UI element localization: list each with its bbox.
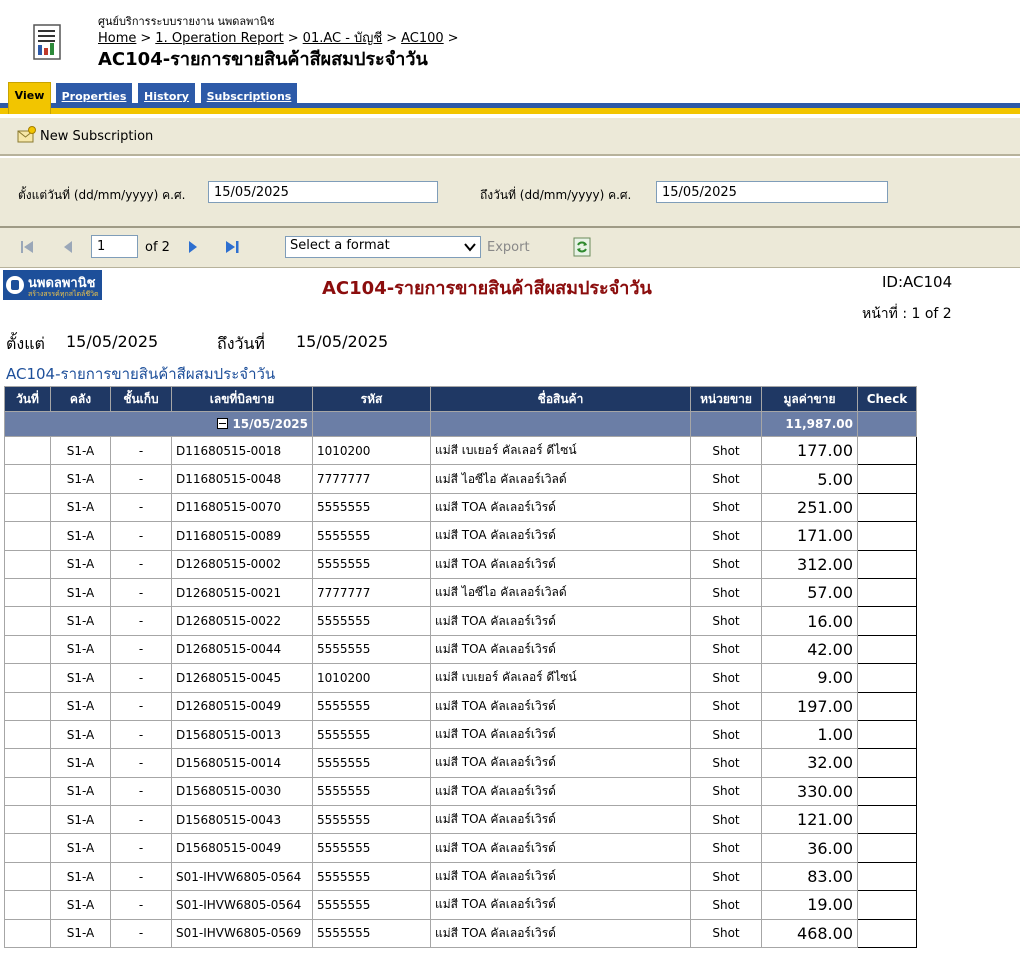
report-body: [0, 268, 1020, 954]
check-cell: [858, 720, 917, 748]
warehouse-cell: S1-A: [51, 834, 111, 862]
amount-cell: 197.00: [762, 692, 858, 720]
code-cell: 5555555: [313, 550, 431, 578]
shelf-cell: -: [111, 437, 172, 465]
unit-cell: Shot: [691, 862, 762, 890]
last-page-icon[interactable]: [225, 240, 240, 254]
unit-cell: Shot: [691, 522, 762, 550]
report-subtitle: AC104-รายการขายสินค้าสีผสมประจำวัน: [6, 365, 276, 383]
page-title: AC104-รายการขายสินค้าสีผสมประจำวัน: [98, 49, 428, 70]
bill-number-cell: D15680515-0013: [172, 720, 313, 748]
amount-cell: 36.00: [762, 834, 858, 862]
date-cell: [5, 834, 51, 862]
to-date-input[interactable]: [656, 181, 888, 203]
bill-number-cell: D15680515-0014: [172, 749, 313, 777]
code-cell: 7777777: [313, 465, 431, 493]
warehouse-cell: S1-A: [51, 862, 111, 890]
to-date-value: 15/05/2025: [296, 332, 389, 351]
product-name-cell: แม่สี TOA คัลเลอร์เวิรด์: [431, 891, 691, 919]
parameters-panel: [0, 158, 1020, 228]
warehouse-cell: S1-A: [51, 692, 111, 720]
site-name: ศูนย์บริการระบบรายงาน นพดลพานิช: [98, 15, 275, 28]
warehouse-cell: S1-A: [51, 919, 111, 947]
warehouse-cell: S1-A: [51, 806, 111, 834]
shelf-cell: -: [111, 919, 172, 947]
code-cell: 5555555: [313, 749, 431, 777]
check-cell: [858, 635, 917, 663]
amount-cell: 177.00: [762, 437, 858, 465]
from-date-label: ตั้งแต่วันที่ (dd/mm/yyyy) ค.ศ.: [18, 188, 186, 202]
shelf-cell: -: [111, 720, 172, 748]
warehouse-cell: S1-A: [51, 465, 111, 493]
warehouse-cell: S1-A: [51, 550, 111, 578]
shelf-cell: -: [111, 522, 172, 550]
group-cell: [313, 412, 431, 437]
from-date-caption: ตั้งแต่: [6, 334, 45, 353]
page-header: [0, 0, 1020, 82]
report-id: ID:AC104: [882, 273, 953, 291]
date-cell: [5, 919, 51, 947]
table-row: [5, 834, 917, 862]
date-cell: [5, 862, 51, 890]
check-cell: [858, 749, 917, 777]
warehouse-cell: S1-A: [51, 607, 111, 635]
unit-cell: Shot: [691, 635, 762, 663]
report-viewer-toolbar: [0, 228, 1020, 268]
bill-number-cell: D12680515-0045: [172, 664, 313, 692]
warehouse-cell: S1-A: [51, 437, 111, 465]
breadcrumb-separator: >: [447, 31, 459, 46]
check-cell: [858, 607, 917, 635]
group-cell: [691, 412, 762, 437]
product-name-cell: แม่สี TOA คัลเลอร์เวิรด์: [431, 550, 691, 578]
warehouse-cell: S1-A: [51, 749, 111, 777]
product-name-cell: แม่สี TOA คัลเลอร์เวิรด์: [431, 635, 691, 663]
code-cell: 5555555: [313, 862, 431, 890]
report-toolbar: [0, 118, 1020, 156]
unit-cell: Shot: [691, 919, 762, 947]
group-row: [5, 412, 917, 437]
product-name-cell: แม่สี เบเยอร์ คัลเลอร์ ดีไซน์: [431, 664, 691, 692]
amount-cell: 19.00: [762, 891, 858, 919]
product-name-cell: แม่สี ไอซีไอ คัลเลอร์เวิลด์: [431, 465, 691, 493]
tab-bar: [0, 82, 1020, 118]
to-date-label: ถึงวันที่ (dd/mm/yyyy) ค.ศ.: [480, 188, 632, 202]
unit-cell: Shot: [691, 465, 762, 493]
unit-cell: Shot: [691, 493, 762, 521]
tab-view[interactable]: View: [8, 82, 51, 114]
product-name-cell: แม่สี TOA คัลเลอร์เวิรด์: [431, 777, 691, 805]
group-date: 15/05/2025: [232, 417, 308, 431]
table-row: [5, 493, 917, 521]
logo-text: นพดลพานิช: [28, 276, 96, 291]
code-cell: 5555555: [313, 607, 431, 635]
table-row: [5, 891, 917, 919]
bill-number-cell: D12680515-0022: [172, 607, 313, 635]
shelf-cell: -: [111, 550, 172, 578]
bill-number-cell: D11680515-0089: [172, 522, 313, 550]
unit-cell: Shot: [691, 578, 762, 606]
bill-number-cell: S01-IHVW6805-0569: [172, 919, 313, 947]
from-date-input[interactable]: [208, 181, 438, 203]
breadcrumb-ac100[interactable]: AC100: [401, 31, 444, 46]
first-page-icon[interactable]: [20, 240, 35, 254]
product-name-cell: แม่สี TOA คัลเลอร์เวิรด์: [431, 919, 691, 947]
date-cell: [5, 749, 51, 777]
chevron-down-icon: [463, 240, 477, 254]
check-cell: [858, 664, 917, 692]
export-button[interactable]: Export: [487, 240, 530, 255]
table-row: [5, 664, 917, 692]
date-cell: [5, 607, 51, 635]
bill-number-cell: D12680515-0049: [172, 692, 313, 720]
table-row: [5, 777, 917, 805]
shelf-cell: -: [111, 862, 172, 890]
column-header: หน่วยขาย: [691, 387, 762, 412]
table-row: [5, 692, 917, 720]
column-header: Check: [858, 387, 917, 412]
unit-cell: Shot: [691, 550, 762, 578]
product-name-cell: แม่สี TOA คัลเลอร์เวิรด์: [431, 720, 691, 748]
logo-tagline: สร้างสรรค์ทุกสไตล์ชีวิต: [28, 290, 99, 298]
warehouse-cell: S1-A: [51, 635, 111, 663]
unit-cell: Shot: [691, 664, 762, 692]
amount-cell: 121.00: [762, 806, 858, 834]
table-row: [5, 862, 917, 890]
date-cell: [5, 635, 51, 663]
warehouse-cell: S1-A: [51, 720, 111, 748]
warehouse-cell: S1-A: [51, 578, 111, 606]
code-cell: 5555555: [313, 806, 431, 834]
shelf-cell: -: [111, 493, 172, 521]
from-date-value: 15/05/2025: [66, 332, 159, 351]
bill-number-cell: D15680515-0043: [172, 806, 313, 834]
unit-cell: Shot: [691, 437, 762, 465]
table-header-row: [5, 387, 917, 412]
bill-number-cell: D11680515-0018: [172, 437, 313, 465]
amount-cell: 312.00: [762, 550, 858, 578]
date-cell: [5, 891, 51, 919]
product-name-cell: แม่สี TOA คัลเลอร์เวิรด์: [431, 692, 691, 720]
check-cell: [858, 806, 917, 834]
code-cell: 5555555: [313, 493, 431, 521]
date-cell: [5, 777, 51, 805]
table-row: [5, 607, 917, 635]
check-cell: [858, 522, 917, 550]
code-cell: 5555555: [313, 692, 431, 720]
tab-bar-line-accent: [0, 108, 1020, 114]
column-header: เลขที่บิลขาย: [172, 387, 313, 412]
unit-cell: Shot: [691, 834, 762, 862]
product-name-cell: แม่สี TOA คัลเลอร์เวิรด์: [431, 493, 691, 521]
warehouse-cell: S1-A: [51, 777, 111, 805]
export-format-value: Select a format: [290, 238, 390, 253]
unit-cell: Shot: [691, 777, 762, 805]
table-row: [5, 635, 917, 663]
table-row: [5, 550, 917, 578]
report-page-number: หน้าที่ : 1 of 2: [862, 306, 952, 322]
table-row: [5, 465, 917, 493]
code-cell: 5555555: [313, 891, 431, 919]
product-name-cell: แม่สี TOA คัลเลอร์เวิรด์: [431, 834, 691, 862]
column-header: ชื่อสินค้า: [431, 387, 691, 412]
warehouse-cell: S1-A: [51, 522, 111, 550]
unit-cell: Shot: [691, 692, 762, 720]
table-row: [5, 749, 917, 777]
logo-emblem-icon: [6, 276, 24, 294]
report-icon: [33, 24, 63, 62]
new-subscription-button[interactable]: [17, 126, 153, 144]
amount-cell: 16.00: [762, 607, 858, 635]
shelf-cell: -: [111, 635, 172, 663]
shelf-cell: -: [111, 692, 172, 720]
bill-number-cell: D15680515-0030: [172, 777, 313, 805]
amount-cell: 171.00: [762, 522, 858, 550]
previous-page-icon[interactable]: [63, 240, 73, 254]
refresh-icon[interactable]: [573, 237, 591, 257]
bill-number-cell: D11680515-0048: [172, 465, 313, 493]
product-name-cell: แม่สี TOA คัลเลอร์เวิรด์: [431, 522, 691, 550]
date-cell: [5, 720, 51, 748]
amount-cell: 330.00: [762, 777, 858, 805]
page-number-input[interactable]: [91, 235, 138, 258]
amount-cell: 42.00: [762, 635, 858, 663]
code-cell: 5555555: [313, 777, 431, 805]
amount-cell: 251.00: [762, 493, 858, 521]
product-name-cell: แม่สี เบเยอร์ คัลเลอร์ ดีไซน์: [431, 437, 691, 465]
check-cell: [858, 493, 917, 521]
breadcrumb-separator: >: [386, 31, 398, 46]
shelf-cell: -: [111, 664, 172, 692]
check-cell: [858, 862, 917, 890]
product-name-cell: แม่สี TOA คัลเลอร์เวิรด์: [431, 607, 691, 635]
tab-properties[interactable]: Properties: [56, 83, 132, 108]
breadcrumb-separator: >: [140, 31, 152, 46]
check-cell: [858, 578, 917, 606]
column-header: คลัง: [51, 387, 111, 412]
check-cell: [858, 777, 917, 805]
shelf-cell: -: [111, 777, 172, 805]
date-cell: [5, 664, 51, 692]
unit-cell: Shot: [691, 806, 762, 834]
shelf-cell: -: [111, 607, 172, 635]
code-cell: 5555555: [313, 635, 431, 663]
table-row: [5, 522, 917, 550]
column-header: รหัส: [313, 387, 431, 412]
warehouse-cell: S1-A: [51, 891, 111, 919]
date-cell: [5, 806, 51, 834]
next-page-icon[interactable]: [188, 240, 198, 254]
check-cell: [858, 437, 917, 465]
group-total: 11,987.00: [762, 412, 858, 437]
collapse-icon[interactable]: [217, 418, 228, 429]
shelf-cell: -: [111, 891, 172, 919]
check-cell: [858, 891, 917, 919]
bill-number-cell: D12680515-0002: [172, 550, 313, 578]
amount-cell: 5.00: [762, 465, 858, 493]
date-cell: [5, 522, 51, 550]
group-cell: [858, 412, 917, 437]
tab-subscriptions[interactable]: Subscriptions: [201, 83, 297, 108]
to-date-caption: ถึงวันที่: [217, 334, 265, 353]
new-subscription-label: New Subscription: [40, 129, 154, 144]
table-row: [5, 437, 917, 465]
code-cell: 5555555: [313, 720, 431, 748]
amount-cell: 9.00: [762, 664, 858, 692]
shelf-cell: -: [111, 834, 172, 862]
shelf-cell: -: [111, 465, 172, 493]
date-cell: [5, 692, 51, 720]
page-count: of 2: [145, 240, 170, 255]
sales-table: [4, 386, 917, 948]
code-cell: 5555555: [313, 522, 431, 550]
group-date-cell: [5, 412, 313, 437]
code-cell: 7777777: [313, 578, 431, 606]
breadcrumb-operation-report[interactable]: 1. Operation Report: [155, 31, 284, 46]
product-name-cell: แม่สี TOA คัลเลอร์เวิรด์: [431, 749, 691, 777]
code-cell: 5555555: [313, 919, 431, 947]
breadcrumb-separator: >: [287, 31, 299, 46]
product-name-cell: แม่สี ไอซีไอ คัลเลอร์เวิลด์: [431, 578, 691, 606]
bill-number-cell: S01-IHVW6805-0564: [172, 891, 313, 919]
table-row: [5, 578, 917, 606]
date-cell: [5, 437, 51, 465]
bill-number-cell: D12680515-0021: [172, 578, 313, 606]
amount-cell: 468.00: [762, 919, 858, 947]
amount-cell: 83.00: [762, 862, 858, 890]
warehouse-cell: S1-A: [51, 493, 111, 521]
product-name-cell: แม่สี TOA คัลเลอร์เวิรด์: [431, 862, 691, 890]
new-subscription-icon: [17, 126, 37, 143]
shelf-cell: -: [111, 806, 172, 834]
check-cell: [858, 550, 917, 578]
bill-number-cell: D12680515-0044: [172, 635, 313, 663]
breadcrumb-ac-account[interactable]: 01.AC - บัญชี: [302, 31, 383, 46]
company-logo: [3, 270, 102, 300]
column-header: ชั้นเก็บ: [111, 387, 172, 412]
breadcrumb-home[interactable]: Home: [98, 31, 137, 46]
unit-cell: Shot: [691, 891, 762, 919]
code-cell: 1010200: [313, 437, 431, 465]
check-cell: [858, 692, 917, 720]
tab-history[interactable]: History: [138, 83, 195, 108]
table-row: [5, 806, 917, 834]
bill-number-cell: D15680515-0049: [172, 834, 313, 862]
unit-cell: Shot: [691, 720, 762, 748]
column-header: วันที่: [5, 387, 51, 412]
check-cell: [858, 834, 917, 862]
date-cell: [5, 465, 51, 493]
code-cell: 1010200: [313, 664, 431, 692]
date-cell: [5, 578, 51, 606]
table-row: [5, 720, 917, 748]
bill-number-cell: S01-IHVW6805-0564: [172, 862, 313, 890]
shelf-cell: -: [111, 749, 172, 777]
warehouse-cell: S1-A: [51, 664, 111, 692]
amount-cell: 57.00: [762, 578, 858, 606]
unit-cell: Shot: [691, 749, 762, 777]
date-cell: [5, 550, 51, 578]
product-name-cell: แม่สี TOA คัลเลอร์เวิรด์: [431, 806, 691, 834]
unit-cell: Shot: [691, 607, 762, 635]
column-header: มูลค่าขาย: [762, 387, 858, 412]
check-cell: [858, 919, 917, 947]
export-format-select[interactable]: [285, 236, 481, 258]
date-cell: [5, 493, 51, 521]
bill-number-cell: D11680515-0070: [172, 493, 313, 521]
check-cell: [858, 465, 917, 493]
shelf-cell: -: [111, 578, 172, 606]
group-cell: [431, 412, 691, 437]
table-row: [5, 919, 917, 947]
amount-cell: 32.00: [762, 749, 858, 777]
amount-cell: 1.00: [762, 720, 858, 748]
report-title: AC104-รายการขายสินค้าสีผสมประจำวัน: [322, 278, 652, 299]
code-cell: 5555555: [313, 834, 431, 862]
